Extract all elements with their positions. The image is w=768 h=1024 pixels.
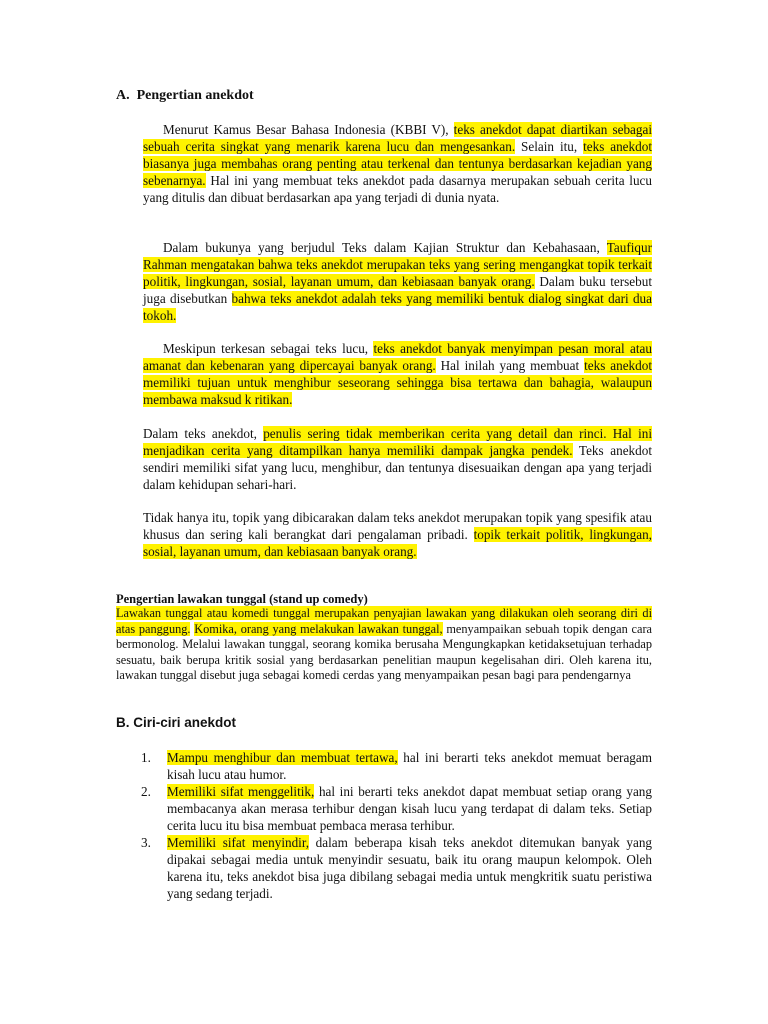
highlighted-text: teks anekdot banyak menyimpan pesan moral atau amanat dan kebenaran yang dipercayai banyak orang. [143, 341, 652, 373]
highlighted-text: Taufiqur Rahman mengatakan bahwa teks anekdot merupakan teks yang sering mengangkat topik terkait politik, lingkungan, sosial, layanan umum, dan kebiasaan banyak orang. [143, 240, 652, 289]
highlighted-text: teks anekdot dapat diartikan sebagai sebuah cerita singkat yang menarik karena lucu dan mengesankan. [143, 122, 652, 154]
highlighted-text: teks anekdot biasanya juga membahas orang penting atau terkenal dan tentunya berdasarkan kejadian yang sebenarnya. [143, 139, 652, 188]
text-run: Dalam teks anekdot, [143, 426, 264, 441]
paragraph [143, 121, 652, 206]
text-run: Dalam buku tersebut juga disebutkan [143, 274, 652, 306]
list-number: 1. [141, 750, 151, 765]
text-run: Teks anekdot sendiri memiliki sifat yang lucu, menghibur, dan tentunya disesuaikan dengan apa yang terjadi dalam kehidupan sehari-hari. [143, 443, 652, 492]
paragraph [143, 509, 652, 560]
text-run: hal ini berarti teks anekdot memuat beragam kisah lucu atau humor. [167, 750, 652, 782]
highlighted-text: bahwa teks anekdot adalah teks yang memiliki bentuk dialog singkat dari dua tokoh. [143, 291, 652, 323]
text-run: hal ini berarti teks anekdot dapat membuat setiap orang yang membacanya akan merasa terhibur dengan kisah lucu yang terdapat di dalam teks. Setiap cerita lucu itu bisa membuat pembaca merasa terhibur. [167, 784, 652, 833]
paragraph [143, 340, 652, 408]
text-run: Selain itu, [515, 139, 584, 154]
section-b-heading: B. Ciri-ciri anekdot [116, 715, 237, 730]
list-number: 2. [141, 784, 151, 799]
highlighted-text: Mampu menghibur dan membuat tertawa, [167, 750, 398, 765]
text-run: Meskipun terkesan sebagai teks lucu, [163, 341, 374, 356]
text-run: Menurut Kamus Besar Bahasa Indonesia (KBBI V), [163, 122, 454, 137]
highlighted-text: Lawakan tunggal atau komedi tunggal merupakan penyajian lawakan yang dilakukan oleh seorang diri di atas panggung. [116, 606, 652, 636]
standup-paragraph [116, 606, 652, 684]
highlighted-text: Memiliki sifat menggelitik, [167, 784, 315, 799]
list-item [116, 834, 652, 902]
ciri-list [116, 749, 652, 902]
list-item [116, 749, 652, 783]
paragraph [143, 239, 652, 324]
text-run: Hal inilah yang membuat [435, 358, 585, 373]
highlighted-text: penulis sering tidak memberikan cerita yang detail dan rinci. Hal ini menjadikan cerita yang ditampilkan hanya memiliki dampak jangka pendek. [143, 426, 653, 458]
highlighted-text: Komika, orang yang melakukan lawakan tunggal, [194, 621, 443, 636]
section-a-heading: A. Pengertian anekdot [116, 88, 254, 103]
text-run: Tidak hanya itu, topik yang dibicarakan dalam teks anekdot merupakan topik yang spesifik atau khusus dan sering kali berangkat dari pengalaman pribadi. [143, 510, 652, 542]
text-run: menyampaikan sebuah topik dengan cara bermonolog. Melalui lawakan tunggal, seorang komika berusaha Mengungkapkan ketidaksetujuan terhadap sesuatu, baik berupa kritik sosial yang berdasarkan penelitian maupun kegelisahan diri. Oleh karena itu, lawakan tunggal disebut juga sebagai komedi cerdas yang menyampaikan pesan bagi para pendengarnya [116, 621, 652, 683]
text-run: dalam beberapa kisah teks anekdot ditemukan banyak yang dipakai sebagai media untuk menyindir sesuatu, baik itu orang maupun kelompok. Oleh karena itu, teks anekdot bisa juga dibilang sebagai media untuk mengkritik suatu peristiwa yang sedang terjadi. [167, 835, 653, 901]
list-number: 3. [141, 835, 151, 850]
list-item [116, 783, 652, 834]
highlighted-text: teks anekdot memiliki tujuan untuk menghibur seseorang sehingga bisa tertawa dan bahagia, walaupun membawa maksud k ritikan. [143, 358, 652, 407]
highlighted-text: Memiliki sifat menyindir, [167, 835, 310, 850]
standup-heading: Pengertian lawakan tunggal (stand up comedy) [116, 592, 368, 606]
text-run: Dalam bukunya yang berjudul Teks dalam Kajian Struktur dan Kebahasaan, [163, 240, 607, 255]
highlighted-text: topik terkait politik, lingkungan, sosial, layanan umum, dan kebiasaan banyak orang. [143, 527, 652, 559]
text-run: Hal ini yang membuat teks anekdot pada dasarnya merupakan sebuah cerita lucu yang ditulis dan dibuat berdasarkan apa yang terjadi di dunia nyata. [143, 173, 652, 205]
paragraph [143, 425, 652, 493]
